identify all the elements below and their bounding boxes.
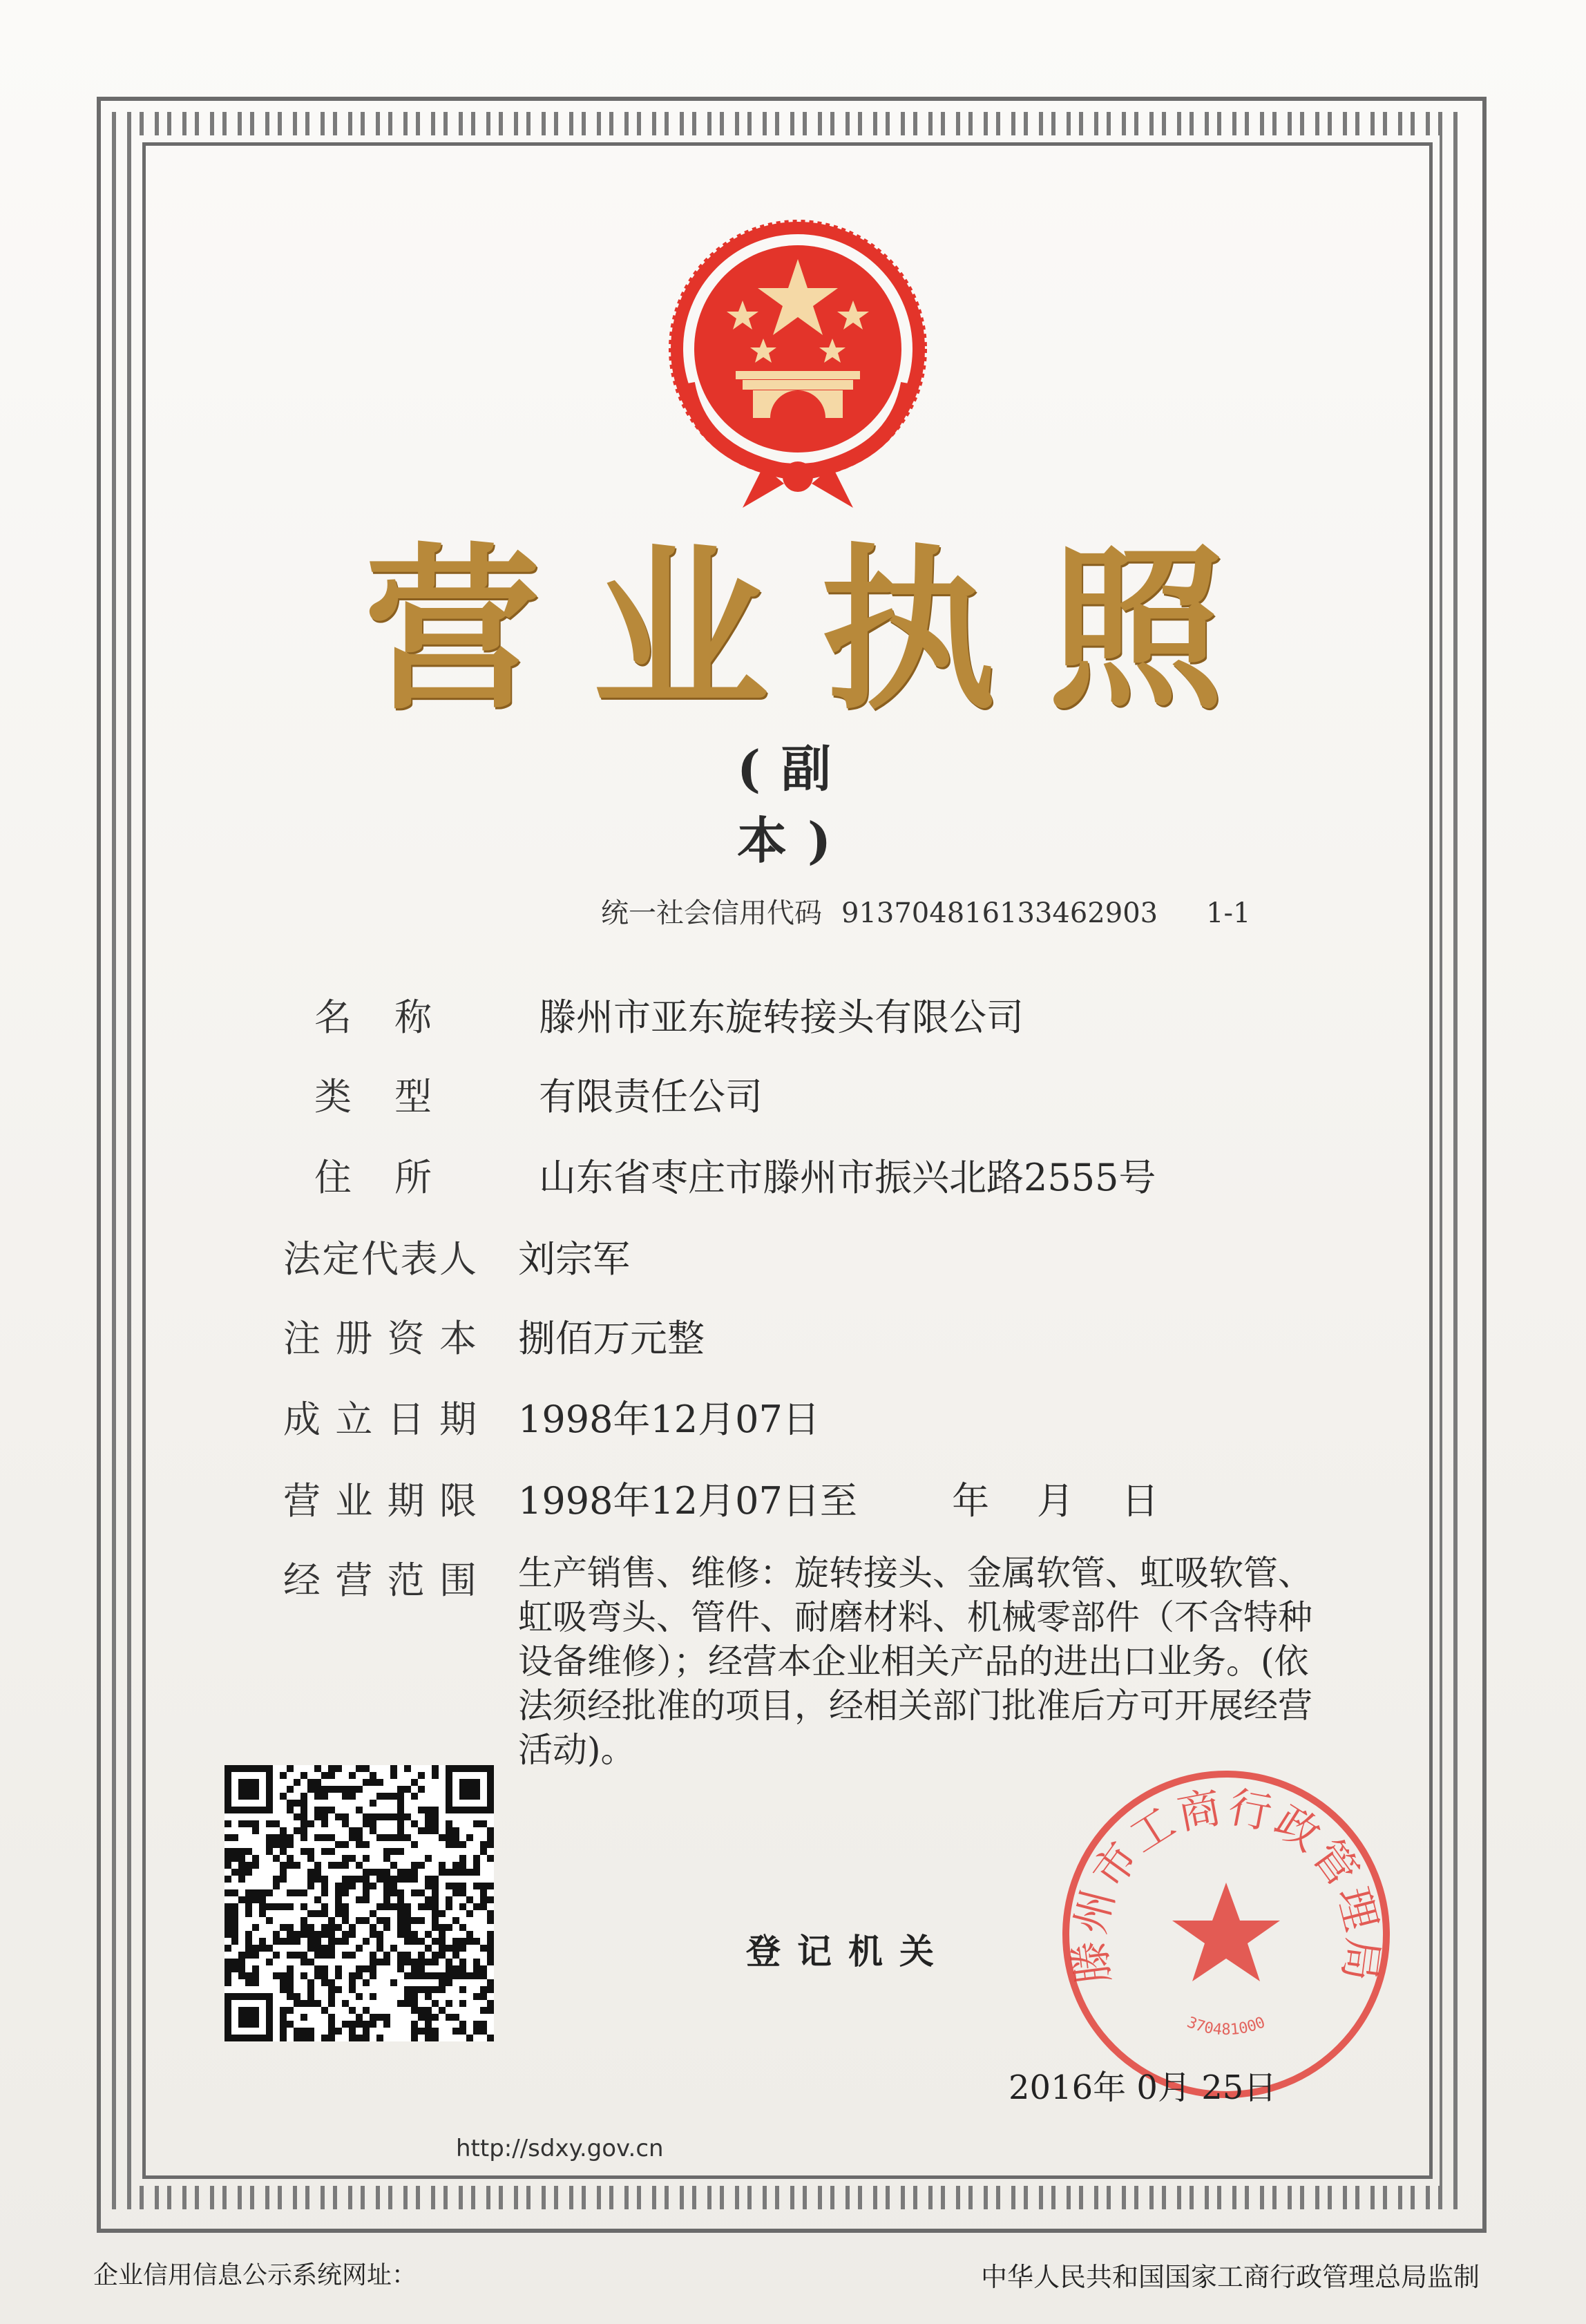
field-legal-rep (283, 1230, 1319, 1283)
national-emblem-icon (660, 211, 936, 515)
field-label: 类 型 (314, 1075, 432, 1118)
field-value: 刘宗军 (518, 1237, 630, 1281)
svg-text:370481000 (1185, 2014, 1268, 2039)
copy-number: 1-1 (1206, 897, 1251, 929)
title-char-3: 执 (820, 526, 997, 734)
credit-code-row (601, 891, 1251, 931)
field-label: 法定代表人 (283, 1237, 477, 1281)
field-term (283, 1471, 1319, 1525)
field-label: 经营范围 (283, 1559, 477, 1602)
credit-code-value: 913704816133462903 (841, 897, 1158, 929)
field-value: 1998年12月07日至 年 月 日 (518, 1479, 1159, 1523)
field-type (283, 1067, 1319, 1121)
field-label: 营业期限 (283, 1479, 477, 1523)
field-value: 捌佰万元整 (518, 1317, 705, 1360)
field-name (283, 988, 1319, 1041)
field-label: 成立日期 (283, 1398, 477, 1441)
field-scope (283, 1551, 1319, 1772)
footer-right-text: 中华人民共和国国家工商行政管理总局监制 (981, 2262, 1480, 2292)
field-label: 住 所 (314, 1156, 432, 1199)
title-char-2: 业 (592, 526, 769, 734)
field-established (283, 1390, 1319, 1443)
issue-date: 2016年 0月 25日 (1009, 2068, 1277, 2107)
field-value: 滕州市亚东旋转接头有限公司 (539, 996, 1024, 1039)
field-value: 生产销售、维修：旋转接头、金属软管、虹吸软管、虹吸弯头、管件、耐磨材料、机械零部件（不含特种设备维修）；经营本企业相关产品的进出口业务。(依法须经批准的项目，经相关部门批准后方可开展经营活动)。 (518, 1553, 1312, 1770)
title-char-1: 营 (364, 526, 541, 734)
license-title (359, 511, 1230, 734)
field-label: 注册资本 (283, 1317, 477, 1360)
field-capital (283, 1309, 1319, 1362)
seal-star-icon (1172, 1883, 1280, 1981)
credit-system-url[interactable]: http://sdxy.gov.cn (456, 2135, 664, 2162)
copy-subtitle: (副本) (736, 739, 852, 870)
field-value: 1998年12月07日 (518, 1398, 820, 1441)
credit-code-label: 统一社会信用代码 (601, 897, 822, 929)
seal-number: 370481000 (1184, 2014, 1268, 2039)
seal-text: 滕州市工商行政管理局 (1063, 1781, 1389, 1987)
title-char-4: 照 (1048, 526, 1225, 734)
field-value: 山东省枣庄市滕州市振兴北路2555号 (539, 1156, 1156, 1199)
field-address (283, 1148, 1319, 1201)
field-label: 名 称 (314, 996, 432, 1039)
registration-authority-label: 登记机关 (746, 1931, 950, 1972)
qr-code[interactable] (224, 1765, 494, 2041)
footer-left-text: 企业信用信息公示系统网址： (93, 2261, 417, 2289)
field-value: 有限责任公司 (539, 1075, 763, 1118)
official-seal (1057, 1765, 1395, 2104)
